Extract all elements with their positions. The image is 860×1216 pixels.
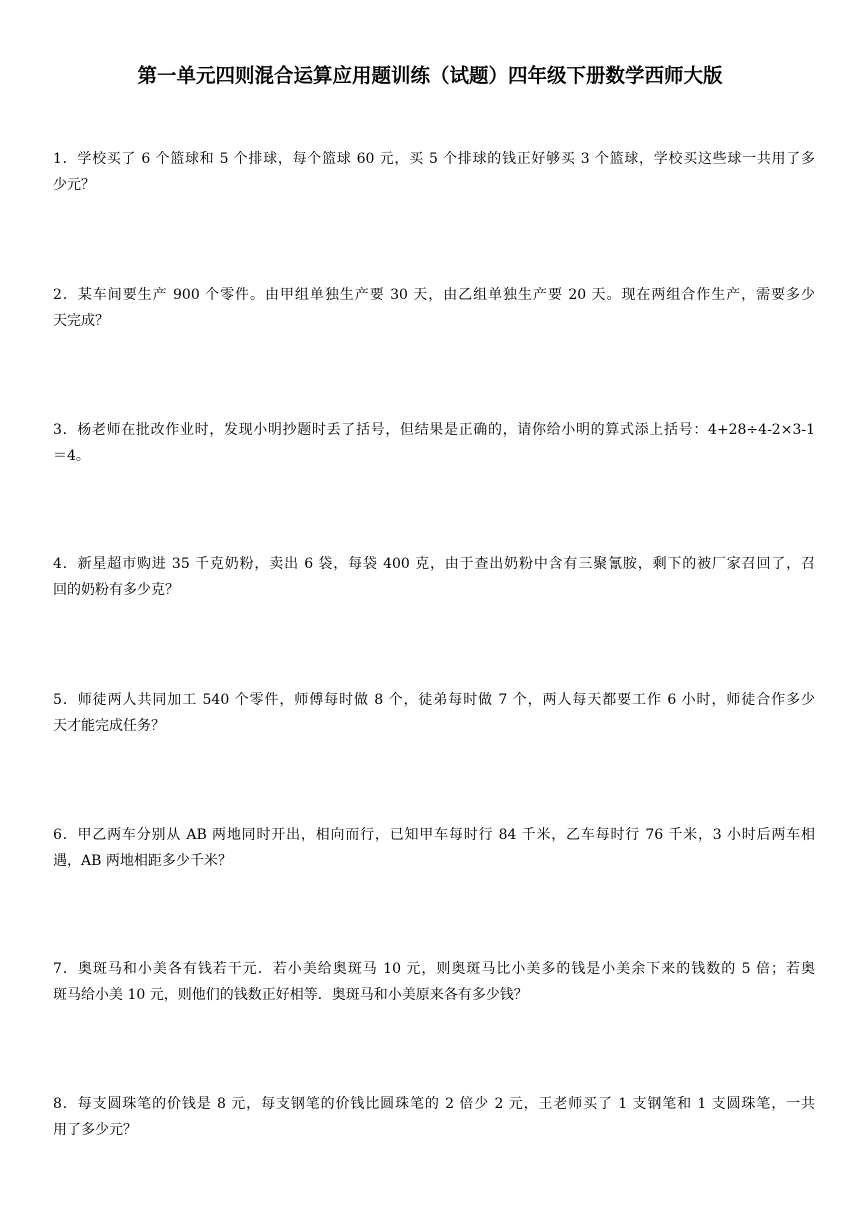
question-6-line-1: 6．甲乙两车分别从 AB 两地同时开出，相向而行，已知甲车每时行 84 千米，乙车每时行 76 千米，3 小时后两车相 xyxy=(53,827,815,843)
question-7-line-2: 斑马给小美 10 元，则他们的钱数正好相等．奥斑马和小美原来各有多少钱？ xyxy=(53,987,528,1003)
question-8-line-1: 8．每支圆珠笔的价钱是 8 元，每支钢笔的价钱比圆珠笔的 2 倍少 2 元，王老师买了 1 支钢笔和 1 支圆珠笔，一共 xyxy=(53,1096,815,1112)
question-3-line-1: 3．杨老师在批改作业时，发现小明抄题时丢了括号，但结果是正确的，请你给小明的算式添上括号：4+28÷4-2×3-1 xyxy=(53,422,815,438)
question-5-line-1: 5．师徒两人共同加工 540 个零件，师傅每时做 8 个，徒弟每时做 7 个，两人每天都要工作 6 小时，师徒合作多少 xyxy=(53,692,815,708)
question-6 xyxy=(53,822,815,874)
question-1-line-1: 1．学校买了 6 个篮球和 5 个排球，每个篮球 60 元，买 5 个排球的钱正好够买 3 个篮球，学校买这些球一共用了多 xyxy=(53,151,815,167)
question-4 xyxy=(53,551,815,603)
question-2 xyxy=(53,282,815,334)
question-4-line-2: 回的奶粉有多少克？ xyxy=(53,582,179,598)
question-8 xyxy=(53,1091,815,1143)
question-8-line-2: 用了多少元？ xyxy=(53,1122,137,1138)
question-4-line-1: 4．新星超市购进 35 千克奶粉，卖出 6 袋，每袋 400 克，由于查出奶粉中含有三聚氰胺，剩下的被厂家召回了，召 xyxy=(53,556,815,572)
question-1-line-2: 少元？ xyxy=(53,177,95,193)
question-5-line-2: 天才能完成任务？ xyxy=(53,718,165,734)
question-6-line-2: 遇，AB 两地相距多少千米？ xyxy=(53,853,232,869)
question-1 xyxy=(53,146,815,198)
question-2-line-1: 2．某车间要生产 900 个零件。由甲组单独生产要 30 天，由乙组单独生产要 20 天。现在两组合作生产，需要多少 xyxy=(53,287,815,303)
question-7-line-1: 7．奥斑马和小美各有钱若干元．若小美给奥斑马 10 元，则奥斑马比小美多的钱是小美余下来的钱数的 5 倍；若奥 xyxy=(53,961,815,977)
question-5 xyxy=(53,687,815,739)
page-title: 第一单元四则混合运算应用题训练（试题）四年级下册数学西师大版 xyxy=(137,64,723,87)
question-3-line-2: ＝4。 xyxy=(53,448,90,464)
question-7 xyxy=(53,956,815,1008)
question-3 xyxy=(53,417,815,469)
question-2-line-2: 天完成？ xyxy=(53,313,109,329)
